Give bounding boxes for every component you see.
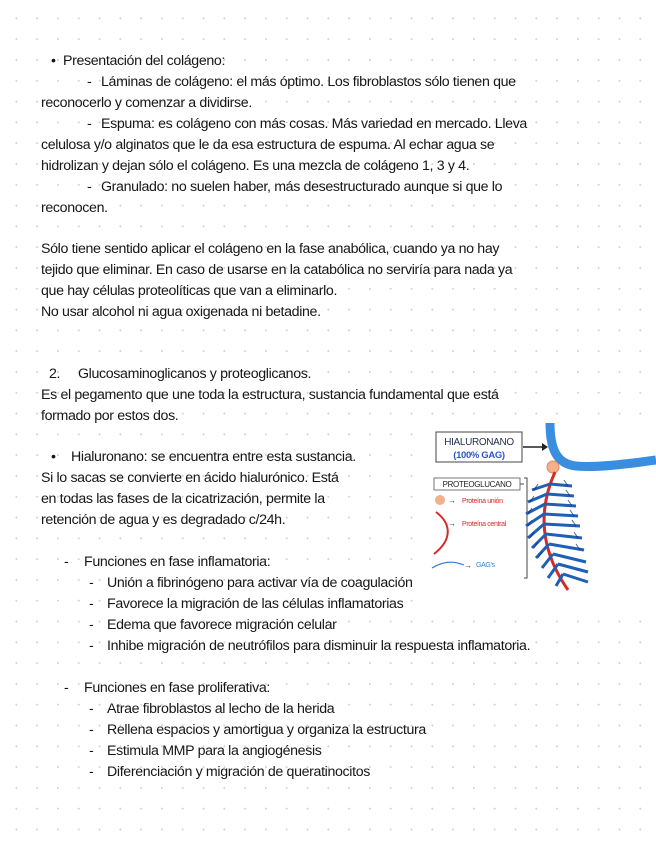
dash-icon: - [89,701,94,717]
bullet-icon: • [51,53,56,69]
list-item-cont: celulosa y/o alginatos que le da esa estructura de espuma. Al echar agua se [41,137,495,153]
list-item-cont: hidrolizan y dejan sólo el colágeno. Es una mezcla de colágeno 1, 3 y 4. [41,158,470,174]
dash-icon: - [89,743,94,759]
dash-icon: - [89,638,94,654]
paragraph-line: formado por estos dos. [41,408,179,424]
list-item: - Espuma: es colágeno con más cosas. Más variedad en mercado. Lleva [87,116,527,132]
dash-icon: - [89,596,94,612]
dash-icon: - [87,116,92,132]
colageno-heading: • Presentación del colágeno: [51,53,226,69]
paragraph-line: tejido que eliminar. En caso de usarse en la catabólica no serviría para nada ya [41,262,513,278]
paragraph-line: Sólo tiene sentido aplicar el colágeno en la fase anabólica, cuando ya no hay [41,241,500,257]
paragraph-line: Es el pegamento que une toda la estructura, sustancia fundamental que está [41,387,499,403]
proteoglycan-figure [428,420,656,610]
list-item: - Inhibe migración de neutrófilos para disminuir la respuesta inflamatoria. [89,638,531,654]
dash-icon: - [87,74,92,90]
list-item: - Atrae fibroblastos al lecho de la herida [89,701,335,717]
paragraph-line: retención de agua y es degradado c/24h. [41,512,286,528]
dash-icon: - [89,617,94,633]
dash-icon: - [64,554,69,570]
list-item: - Láminas de colágeno: el más óptimo. Los fibroblastos sólo tienen que [87,74,516,90]
list-item: - Edema que favorece migración celular [89,617,337,633]
legend-central-label: Proteína central [462,521,506,528]
legend-gag-label: GAG's [476,562,495,569]
list-item: - Favorece la migración de las células inflamatorias [89,596,404,612]
paragraph-line: que hay células proteolíticas que van a eliminarlo. [41,283,338,299]
dash-icon: - [89,575,94,591]
proteoglucano-label: PROTEOGLUCANO [442,480,512,489]
list-item: - Unión a fibrinógeno para activar vía de coagulación [89,575,413,591]
legend-union-dot [435,495,445,505]
paragraph-line: Si lo sacas se convierte en ácido hialurónico. Está [41,470,339,486]
list-item: - Granulado: no suelen haber, más desestructurado aunque si que lo [87,179,503,195]
list-item-cont: reconocerlo y comenzar a dividirse. [41,95,252,111]
bullet-icon: • [51,449,56,465]
dash-icon: - [87,179,92,195]
section-heading: 2. Glucosaminoglicanos y proteoglicanos. [49,366,312,382]
hialuronano-sub: (100% GAG) [453,450,505,461]
dash-icon: - [89,722,94,738]
list-item: - Rellena espacios y amortigua y organiza la estructura [89,722,426,738]
link-protein-dot [547,461,559,473]
svg-text:→: → [464,561,472,570]
hialuronano-heading: • Hialuronano: se encuentra entre esta sustancia. [51,449,356,465]
dash-icon: - [89,764,94,780]
list-item: - Estimula MMP para la angiogénesis [89,743,322,759]
list-item-cont: reconocen. [41,200,108,216]
inflamatoria-heading: - Funciones en fase inflamatoria: [64,554,271,570]
proliferativa-heading: - Funciones en fase proliferativa: [64,680,270,696]
svg-text:→: → [448,519,456,528]
paragraph-line: No usar alcohol ni agua oxigenada ni betadine. [41,304,321,320]
paragraph-line: en todas las fases de la cicatrización, permite la [41,491,325,507]
list-item: - Diferenciación y migración de queratinocitos [89,764,370,780]
hialuronano-label: HIALURONANO [444,437,514,448]
svg-text:→: → [448,496,456,505]
legend-union-label: Proteína unión [462,498,503,505]
dash-icon: - [64,680,69,696]
